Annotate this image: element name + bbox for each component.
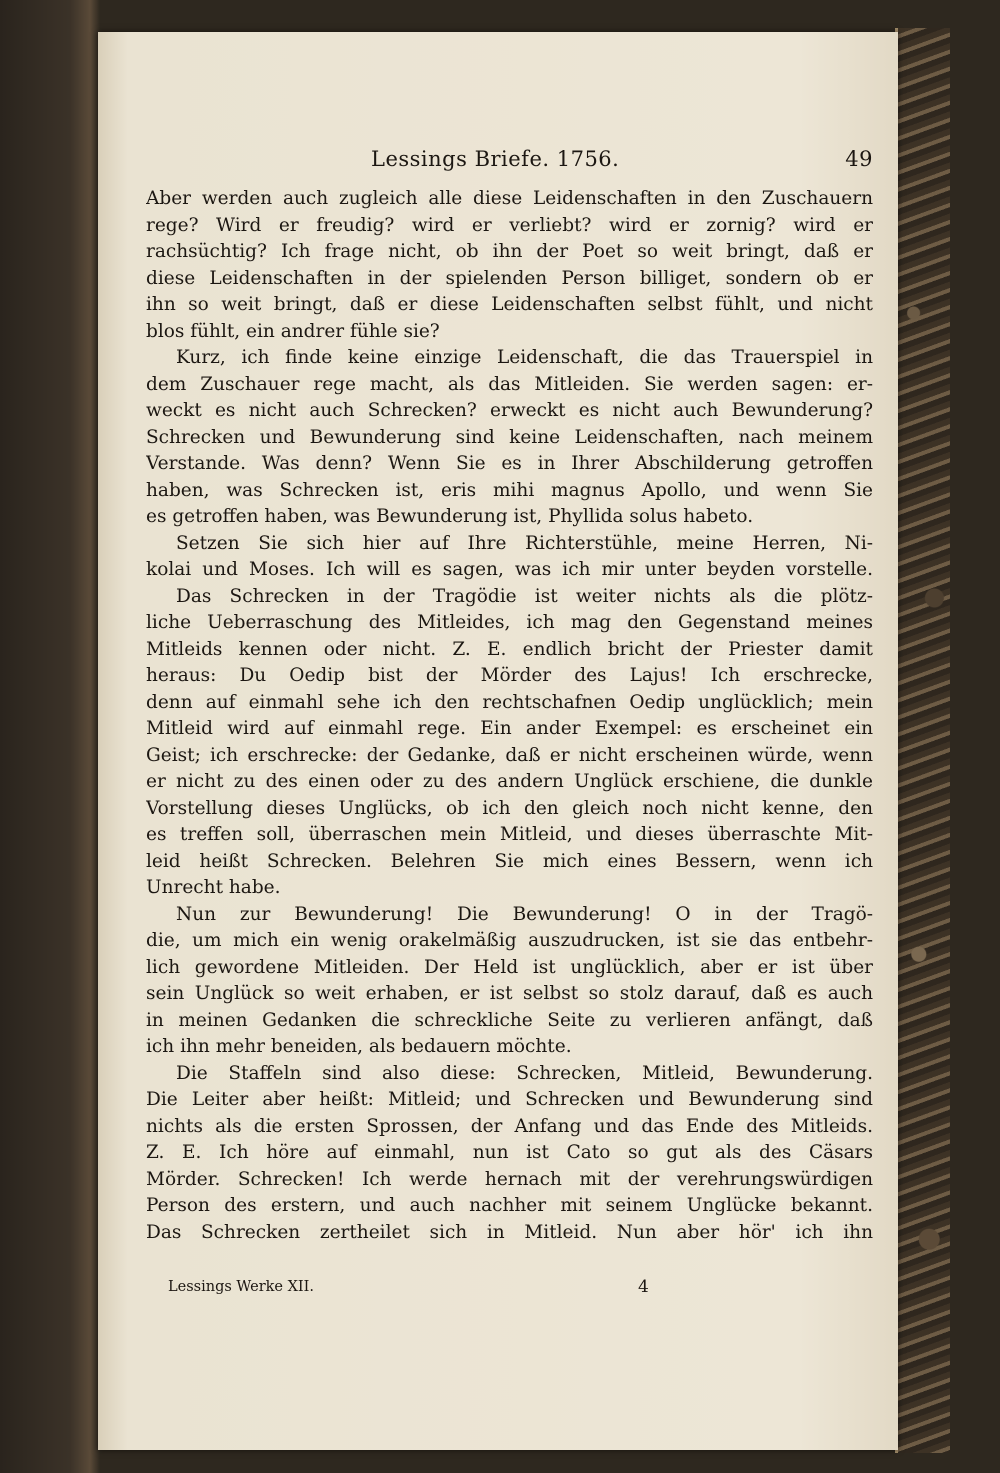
text-line: diese Leidenschaften in der spielenden Person billiget, sondern ob er <box>146 267 873 289</box>
running-title: Lessings Briefe. 1756. <box>371 147 620 171</box>
text-line: Vorstellung dieses Unglücks, ob ich den gleich noch nicht kenne, den <box>146 797 873 819</box>
body-text <box>146 186 873 1246</box>
text-line: Mörder. Schrecken! Ich werde hernach mit der verehrungswürdigen <box>146 1168 873 1190</box>
running-head <box>146 147 873 177</box>
text-line: die, um mich ein wenig orakelmäßig auszudrucken, ist sie das entbehr- <box>146 930 873 951</box>
book-page <box>98 32 898 1450</box>
text-line: ihn so weit bringt, daß er diese Leidenschaften selbst fühlt, und nicht <box>146 294 873 315</box>
text-line: nichts als die ersten Sprossen, der Anfang und das Ende des Mitleids. <box>146 1115 873 1137</box>
text-line: dem Zuschauer rege macht, als das Mitleiden. Sie werden sagen: er- <box>146 373 873 395</box>
text-line: er nicht zu des einen oder zu des andern Unglück erschiene, die dunkle <box>146 771 873 792</box>
text-line: Z. E. Ich höre auf einmahl, nun ist Cato so gut als des Cäsars <box>146 1142 873 1163</box>
text-line: Das Schrecken zertheilet sich in Mitleid. Nun aber hör' ich ihn <box>146 1221 873 1243</box>
text-line: weckt es nicht auch Schrecken? erweckt es nicht auch Bewunderung? <box>146 400 873 421</box>
text-line: Die Staffeln sind also diese: Schrecken, Mitleid, Bewunderung. <box>176 1062 873 1084</box>
text-line: Die Leiter aber heißt: Mitleid; und Schrecken und Bewunderung sind <box>146 1089 873 1110</box>
marbled-cover-edge <box>895 28 950 1453</box>
text-line: Verstande. Was denn? Wenn Sie es in Ihrer Abschilderung getroffen <box>146 453 873 474</box>
text-line: Kurz, ich finde keine einzige Leidenschaft, die das Trauerspiel in <box>176 347 873 368</box>
text-line: kolai und Moses. Ich will es sagen, was ich mir unter beyden vorstelle. <box>146 559 873 580</box>
text-line: Geist; ich erschrecke: der Gedanke, daß er nicht erscheinen würde, wenn <box>146 744 873 766</box>
text-line: ich ihn mehr beneiden, als bedauern möchte. <box>146 1036 572 1057</box>
text-line: Schrecken und Bewunderung sind keine Leidenschaften, nach meinem <box>146 426 873 448</box>
text-line: Mitleid wird auf einmahl rege. Ein ander Exempel: es erscheinet ein <box>146 718 873 739</box>
text-line: Setzen Sie sich hier auf Ihre Richterstühle, meine Herren, Ni- <box>176 532 873 554</box>
text-line: rege? Wird er freudig? wird er verliebt? wird er zornig? wird er <box>146 214 873 236</box>
text-line: lich gewordene Mitleiden. Der Held ist unglücklich, aber er ist über <box>146 956 873 978</box>
text-line: sein Unglück so weit erhaben, er ist selbst so stolz darauf, daß es auch <box>146 983 873 1004</box>
text-line: Mitleids kennen oder nicht. Z. E. endlich bricht der Priester damit <box>146 638 873 660</box>
text-line: haben, was Schrecken ist, eris mihi magnus Apollo, und wenn Sie <box>146 479 873 501</box>
text-line: liche Ueberraschung des Mitleides, ich mag den Gegenstand meines <box>146 612 873 633</box>
text-line: leid heißt Schrecken. Belehren Sie mich eines Bessern, wenn ich <box>146 850 873 872</box>
signature-title: Lessings Werke XII. <box>168 1279 314 1295</box>
text-line: Aber werden auch zugleich alle diese Leidenschaften in den Zuschauern <box>146 188 873 209</box>
text-line: blos fühlt, ein andrer fühle sie? <box>146 320 440 342</box>
text-line: heraus: Du Oedip bist der Mörder des Lajus! Ich erschrecke, <box>146 665 873 686</box>
text-line: es getroffen haben, was Bewunderung ist, Phyllida solus habeto. <box>146 506 754 527</box>
text-line: Das Schrecken in der Tragödie ist weiter nichts als die plötz- <box>176 585 873 607</box>
text-line: denn auf einmahl sehe ich den rechtschafnen Oedip unglücklich; mein <box>146 691 873 713</box>
text-line: in meinen Gedanken die schreckliche Seite zu verlieren anfängt, daß <box>146 1009 873 1031</box>
text-line: Person des erstern, und auch nachher mit seinem Unglücke bekannt. <box>146 1195 873 1216</box>
text-line: es treffen soll, überraschen mein Mitleid, und dieses überraschte Mit- <box>146 824 873 845</box>
text-line: Unrecht habe. <box>146 877 281 898</box>
signature-mark: 4 <box>638 1277 649 1297</box>
signature-line <box>168 1279 668 1305</box>
text-line: rachsüchtig? Ich frage nicht, ob ihn der Poet so weit bringt, daß er <box>146 241 873 262</box>
page-number: 49 <box>845 147 873 171</box>
text-line: Nun zur Bewunderung! Die Bewunderung! O in der Tragö- <box>176 903 873 925</box>
